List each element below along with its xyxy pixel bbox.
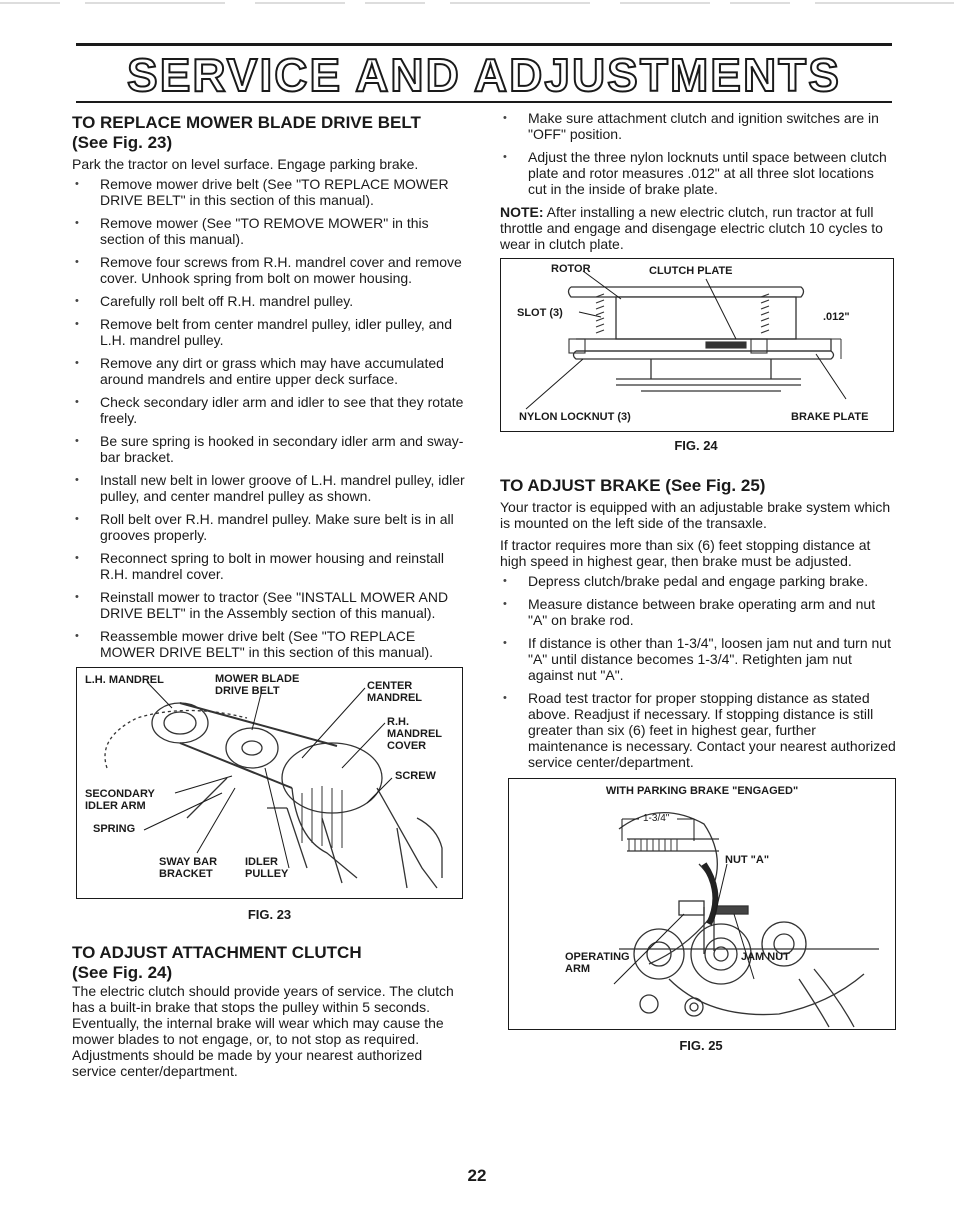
intro-paragraph: Park the tractor on level surface. Engage parking brake.: [72, 156, 419, 172]
title-rule-top: [76, 43, 892, 46]
label-nylon-locknut: NYLON LOCKNUT (3): [519, 411, 631, 423]
label-screw: SCREW: [395, 770, 436, 782]
label-slot: SLOT (3): [517, 307, 563, 319]
figure-24: [500, 258, 894, 432]
page-title: SERVICE AND ADJUSTMENTS: [127, 49, 841, 101]
list-item: • Be sure spring is hooked in secondary idler arm and sway-bar bracket.: [72, 433, 467, 465]
section-subheading-attachment-clutch: (See Fig. 24): [72, 963, 173, 982]
note-paragraph: [500, 204, 896, 252]
list-item: • Road test tractor for proper stopping distance as stated above. Readjust if necessary. If stopping distance is still greater than six (6) feet in highest gear, further maintenance is necessary. Contact your nearest authorized service center/department.: [500, 690, 896, 770]
list-item: • Remove four screws from R.H. mandrel cover and remove cover. Unhook spring from bolt on mower housing.: [72, 254, 467, 286]
label-center-mandrel: CENTER MANDREL: [367, 680, 422, 704]
list-item: • Measure distance between brake operating arm and nut "A" on brake rod.: [500, 596, 896, 628]
label-gap: .012": [823, 311, 850, 323]
list-item: • Remove belt from center mandrel pulley, idler pulley, and L.H. mandrel pulley.: [72, 316, 467, 348]
clutch-adjust-steps: [500, 110, 896, 197]
list-item: • Carefully roll belt off R.H. mandrel pulley.: [72, 293, 467, 309]
attachment-clutch-paragraph: The electric clutch should provide years of service. The clutch has a built-in brake that stops the pulley within 5 seconds. Eventually, the internal brake will wear which may cause the mower blades to not engage, or, to not stop as required. Adjustments should be made by your nearest authorized service center/department.: [72, 983, 454, 1079]
list-item: • Install new belt in lower groove of L.H. mandrel pulley, idler pulley, and center mandrel pulley as shown.: [72, 472, 467, 504]
label-secondary-idler-arm: SECONDARY IDLER ARM: [85, 788, 155, 812]
label-nut-a: NUT "A": [725, 854, 770, 866]
brake-paragraph-1: Your tractor is equipped with an adjustable brake system which is mounted on the left side of the transaxle.: [500, 499, 891, 531]
replace-belt-steps: [72, 176, 467, 660]
label-clutch-plate: CLUTCH PLATE: [649, 265, 733, 277]
label-spring: SPRING: [93, 823, 136, 835]
label-parking-brake-engaged: WITH PARKING BRAKE "ENGAGED": [605, 785, 799, 797]
label-dimension-1-3-4: 1-3/4": [643, 813, 670, 824]
list-item: • Depress clutch/brake pedal and engage parking brake.: [500, 573, 896, 589]
brake-paragraph-2: If tractor requires more than six (6) feet stopping distance at high speed in highest gear, then brake must be adjusted.: [500, 537, 871, 569]
brake-adjust-steps: [500, 573, 896, 770]
clutch-illustration: [501, 259, 893, 431]
figure-25-caption: FIG. 25: [679, 1038, 723, 1053]
list-item: • Reconnect spring to bolt in mower housing and reinstall R.H. mandrel cover.: [72, 550, 467, 582]
list-item: • Reassemble mower drive belt (See "TO REPLACE MOWER DRIVE BELT" in this section of this manual).: [72, 628, 467, 660]
section-heading-adjust-brake: TO ADJUST BRAKE (See Fig. 25): [500, 476, 766, 495]
label-idler-pulley: IDLER PULLEY: [245, 856, 289, 880]
list-item: • Remove any dirt or grass which may have accumulated around mandrels and entire upper deck surface.: [72, 355, 467, 387]
label-brake-plate: BRAKE PLATE: [791, 411, 869, 423]
list-item: • Remove mower drive belt (See "TO REPLACE MOWER DRIVE BELT" in this section of this manual).: [72, 176, 467, 208]
section-heading-attachment-clutch: TO ADJUST ATTACHMENT CLUTCH: [72, 943, 362, 962]
list-item: • Make sure attachment clutch and ignition switches are in "OFF" position.: [500, 110, 896, 142]
section-subheading-replace-belt: (See Fig. 23): [72, 133, 173, 152]
list-item: • Adjust the three nylon locknuts until space between clutch plate and rotor measures .012" at all three slot locations cut in the inside of brake plate.: [500, 149, 896, 197]
left-column: [72, 113, 467, 1079]
note-label: NOTE:: [500, 204, 544, 220]
list-item: • If distance is other than 1-3/4", loosen jam nut and turn nut "A" until distance becomes 1-3/4". Retighten jam nut against nut "A".: [500, 635, 896, 683]
label-sway-bar-bracket: SWAY BAR BRACKET: [159, 856, 218, 880]
figure-23: [76, 667, 463, 899]
label-rh-mandrel-cover: R.H. MANDREL COVER: [387, 716, 442, 752]
title-rule-bottom: [76, 101, 892, 103]
label-mower-blade-drive-belt: MOWER BLADE DRIVE BELT: [215, 673, 300, 697]
label-jam-nut: JAM NUT: [741, 951, 790, 963]
list-item: • Remove mower (See "TO REMOVE MOWER" in this section of this manual).: [72, 215, 467, 247]
figure-25: [508, 778, 896, 1030]
list-item: • Roll belt over R.H. mandrel pulley. Make sure belt is in all grooves properly.: [72, 511, 467, 543]
brake-illustration: [509, 779, 895, 1029]
label-rotor: ROTOR: [551, 263, 591, 275]
figure-24-caption: FIG. 24: [674, 438, 718, 453]
label-lh-mandrel: L.H. MANDREL: [85, 674, 164, 686]
right-column: [500, 110, 896, 1054]
page-number: 22: [467, 1166, 487, 1185]
list-item: • Check secondary idler arm and idler to see that they rotate freely.: [72, 394, 467, 426]
section-heading-replace-belt: TO REPLACE MOWER BLADE DRIVE BELT: [72, 113, 421, 132]
figure-23-caption: FIG. 23: [247, 907, 292, 922]
note-text: After installing a new electric clutch, run tractor at full throttle and engage and disengage electric clutch 10 cycles to wear in clutch plate.: [500, 204, 883, 252]
label-operating-arm: OPERATING ARM: [565, 951, 630, 975]
list-item: • Reinstall mower to tractor (See "INSTALL MOWER AND DRIVE BELT" in the Assembly section of this manual).: [72, 589, 467, 621]
top-edge-marks: [0, 0, 954, 8]
